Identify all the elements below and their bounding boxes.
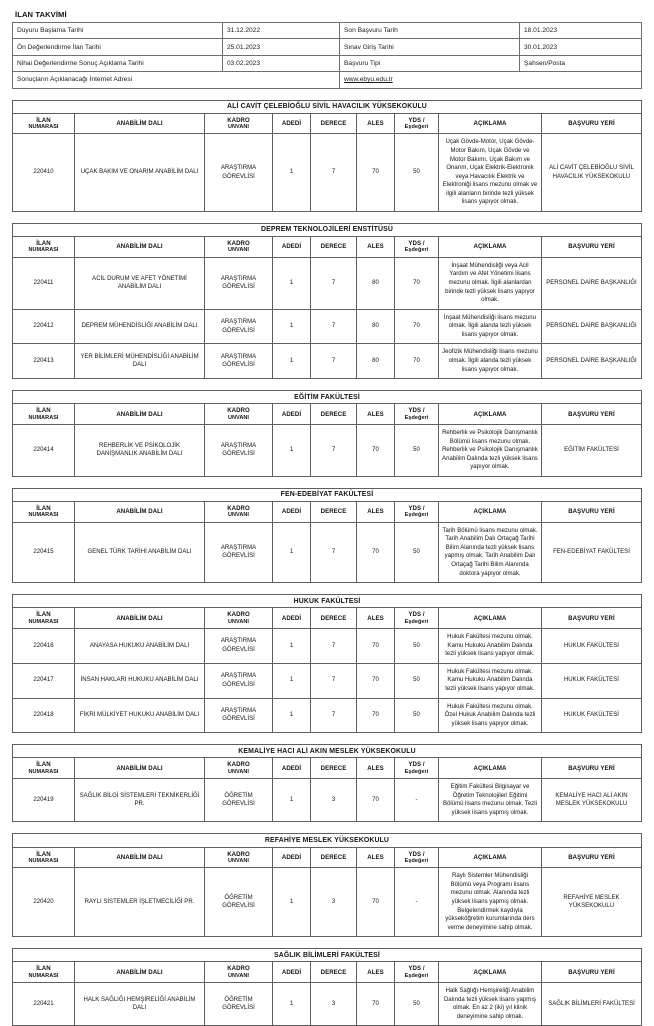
cell-derece: 7 [311, 522, 357, 582]
column-header-derece: DERECE [311, 404, 357, 425]
column-header-anabilim-dali: ANABİLİM DALI [75, 962, 205, 983]
section-title: ALİ CAVİT ÇELEBİOĞLU SİVİL HAVACILIK YÜKSEKOKULU [13, 100, 642, 113]
column-header-ilan-numarasi: İLAN NUMARASI [13, 962, 75, 983]
section-title: FEN-EDEBİYAT FAKÜLTESİ [13, 488, 642, 501]
positions-table [12, 223, 642, 379]
cell-yds: 70 [395, 257, 439, 309]
cell-adedi: 1 [273, 309, 311, 344]
calendar-body [13, 23, 642, 89]
column-header-ales: ALES [357, 847, 395, 868]
positions-table [12, 390, 642, 477]
cell-kadro-unvani: ARAŞTIRMA GÖREVLİSİ [205, 344, 273, 379]
cell-kadro-unvani: ÖĞRETİM GÖREVLİSİ [205, 868, 273, 937]
column-header-anabilim-dali: ANABİLİM DALI [75, 502, 205, 523]
cell-kadro-unvani: ARAŞTIRMA GÖREVLİSİ [205, 134, 273, 212]
column-header-row [13, 608, 642, 629]
calendar-value-left: 31.12.2022 [223, 23, 340, 39]
cell-aciklama: İnşaat Mühendisliği lisans mezunu olmak. İlgili alanda tezli yüksek lisans yapıyor olmak. [439, 309, 542, 344]
column-header-ilan-numarasi: İLAN NUMARASI [13, 113, 75, 134]
cell-adedi: 1 [273, 629, 311, 664]
cell-yds: 70 [395, 344, 439, 379]
table-row [13, 309, 642, 344]
cell-kadro-unvani: ÖĞRETİM GÖREVLİSİ [205, 779, 273, 822]
cell-kadro-unvani: ARAŞTIRMA GÖREVLİSİ [205, 522, 273, 582]
column-header-ales: ALES [357, 502, 395, 523]
column-header-basvuru-yeri: BAŞVURU YERİ [541, 962, 641, 983]
faculty-section [12, 833, 642, 937]
positions-table [12, 744, 642, 822]
cell-ales: 70 [357, 868, 395, 937]
cell-adedi: 1 [273, 257, 311, 309]
announcement-calendar-table [12, 22, 642, 89]
column-header-yds: YDS / Eşdeğeri [395, 847, 439, 868]
column-header-aciklama: AÇIKLAMA [439, 962, 542, 983]
column-header-derece: DERECE [311, 608, 357, 629]
column-header-ales: ALES [357, 608, 395, 629]
column-header-aciklama: AÇIKLAMA [439, 113, 542, 134]
calendar-label-left: Ön Değerlendirme İlan Tarihi [13, 39, 223, 55]
cell-kadro-unvani: ARAŞTIRMA GÖREVLİSİ [205, 425, 273, 477]
cell-basvuru-yeri: HUKUK FAKÜLTESİ [541, 629, 641, 664]
column-header-basvuru-yeri: BAŞVURU YERİ [541, 758, 641, 779]
cell-anabilim-dali: SAĞLIK BİLGİ SİSTEMLERİ TEKNİKERLİĞİ PR. [75, 779, 205, 822]
cell-basvuru-yeri: FEN-EDEBİYAT FAKÜLTESİ [541, 522, 641, 582]
column-header-kadro-unvani: KADRO UNVANI [205, 962, 273, 983]
section-title: SAĞLIK BİLİMLERİ FAKÜLTESİ [13, 949, 642, 962]
column-header-row [13, 758, 642, 779]
cell-ilan-numarasi: 220411 [13, 257, 75, 309]
section-title-row [13, 745, 642, 758]
cell-ilan-numarasi: 220412 [13, 309, 75, 344]
section-title-row [13, 949, 642, 962]
column-header-anabilim-dali: ANABİLİM DALI [75, 758, 205, 779]
column-header-ilan-numarasi: İLAN NUMARASI [13, 237, 75, 258]
column-header-aciklama: AÇIKLAMA [439, 404, 542, 425]
positions-table [12, 833, 642, 937]
cell-ilan-numarasi: 220410 [13, 134, 75, 212]
column-header-kadro-unvani: KADRO UNVANI [205, 758, 273, 779]
section-title-row [13, 223, 642, 236]
column-header-ilan-numarasi: İLAN NUMARASI [13, 758, 75, 779]
cell-ales: 70 [357, 663, 395, 698]
calendar-label-right: Başvuru Tipi [340, 55, 520, 71]
cell-yds: 50 [395, 134, 439, 212]
table-row [13, 344, 642, 379]
column-header-kadro-unvani: KADRO UNVANI [205, 237, 273, 258]
cell-derece: 7 [311, 344, 357, 379]
column-header-row [13, 237, 642, 258]
cell-ilan-numarasi: 220420 [13, 868, 75, 937]
cell-ales: 80 [357, 344, 395, 379]
cell-ales: 70 [357, 629, 395, 664]
table-row [13, 629, 642, 664]
column-header-aciklama: AÇIKLAMA [439, 237, 542, 258]
column-header-ales: ALES [357, 758, 395, 779]
cell-anabilim-dali: UÇAK BAKIM VE ONARIM ANABİLİM DALI [75, 134, 205, 212]
column-header-adedi: ADEDİ [273, 404, 311, 425]
cell-kadro-unvani: ARAŞTIRMA GÖREVLİSİ [205, 257, 273, 309]
cell-ales: 80 [357, 257, 395, 309]
cell-aciklama: Raylı Sistemler Mühendisliği Bölümü veya Programı lisans mezunu olmak. Alanında tezli yüksek lisans yapmış olmak. Belgelendirmek kaydıyla yükseköğretim kurumlarında ders verme deneyimine sahip olmak. [439, 868, 542, 937]
cell-aciklama: Hukuk Fakültesi mezunu olmak. Kamu Hukuku Anabilim Dalında tezli yüksek lisans yapıyor olmak. [439, 663, 542, 698]
column-header-anabilim-dali: ANABİLİM DALI [75, 404, 205, 425]
cell-yds: 50 [395, 698, 439, 733]
column-header-ilan-numarasi: İLAN NUMARASI [13, 608, 75, 629]
positions-body [13, 983, 642, 1026]
cell-adedi: 1 [273, 779, 311, 822]
positions-body [13, 868, 642, 937]
cell-basvuru-yeri: SAĞLIK BİLİMLERİ FAKÜLTESİ [541, 983, 641, 1026]
column-header-ilan-numarasi: İLAN NUMARASI [13, 502, 75, 523]
column-header-kadro-unvani: KADRO UNVANI [205, 847, 273, 868]
column-header-row [13, 113, 642, 134]
calendar-value-left: 25.01.2023 [223, 39, 340, 55]
calendar-label-right: Son Başvuru Tarih [340, 23, 520, 39]
cell-ilan-numarasi: 220416 [13, 629, 75, 664]
positions-body [13, 257, 642, 378]
column-header-basvuru-yeri: BAŞVURU YERİ [541, 608, 641, 629]
column-header-adedi: ADEDİ [273, 847, 311, 868]
column-header-aciklama: AÇIKLAMA [439, 847, 542, 868]
cell-aciklama: Eğitim Fakültesi Bilgisayar ve Öğretim Teknolojileri Eğitimi Bölümü lisans mezunu olmak. Tezli yüksek lisans yapmış olmak. [439, 779, 542, 822]
cell-yds: - [395, 779, 439, 822]
section-title: KEMALİYE HACI ALİ AKIN MESLEK YÜKSEKOKULU [13, 745, 642, 758]
table-row [13, 663, 642, 698]
faculty-section [12, 948, 642, 1026]
column-header-yds: YDS / Eşdeğeri [395, 962, 439, 983]
calendar-value-right: Şahsen/Posta [520, 55, 642, 71]
cell-yds: 50 [395, 629, 439, 664]
column-header-kadro-unvani: KADRO UNVANI [205, 113, 273, 134]
cell-kadro-unvani: ARAŞTIRMA GÖREVLİSİ [205, 309, 273, 344]
cell-kadro-unvani: ÖĞRETİM GÖREVLİSİ [205, 983, 273, 1026]
section-title-row [13, 100, 642, 113]
column-header-adedi: ADEDİ [273, 502, 311, 523]
calendar-row [13, 23, 642, 39]
cell-derece: 3 [311, 868, 357, 937]
cell-aciklama: İnşaat Mühendisliği veya Acil Yardım ve Afet Yönetimi lisans mezunu olmak. İlgili alanlardan birinde tezli yüksek lisans yapıyor olmak. [439, 257, 542, 309]
cell-ilan-numarasi: 220414 [13, 425, 75, 477]
column-header-adedi: ADEDİ [273, 962, 311, 983]
cell-anabilim-dali: DEPREM MÜHENDİSLİĞİ ANABİLİM DALI [75, 309, 205, 344]
cell-ales: 70 [357, 698, 395, 733]
cell-anabilim-dali: GENEL TÜRK TARİHİ ANABİLİM DALI [75, 522, 205, 582]
column-header-derece: DERECE [311, 113, 357, 134]
positions-body [13, 134, 642, 212]
column-header-adedi: ADEDİ [273, 237, 311, 258]
section-title-row [13, 595, 642, 608]
column-header-yds: YDS / Eşdeğeri [395, 237, 439, 258]
column-header-yds: YDS / Eşdeğeri [395, 502, 439, 523]
cell-ilan-numarasi: 220419 [13, 779, 75, 822]
cell-adedi: 1 [273, 425, 311, 477]
cell-adedi: 1 [273, 983, 311, 1026]
cell-ales: 70 [357, 983, 395, 1026]
cell-adedi: 1 [273, 344, 311, 379]
cell-derece: 3 [311, 983, 357, 1026]
calendar-row [13, 39, 642, 55]
cell-basvuru-yeri: PERSONEL DAİRE BAŞKANLIĞI [541, 344, 641, 379]
cell-basvuru-yeri: KEMALİYE HACI ALİ AKIN MESLEK YÜKSEKOKULU [541, 779, 641, 822]
cell-ales: 70 [357, 522, 395, 582]
cell-basvuru-yeri: REFAHİYE MESLEK YÜKSEKOKULU [541, 868, 641, 937]
section-title-row [13, 391, 642, 404]
cell-adedi: 1 [273, 134, 311, 212]
faculty-section [12, 744, 642, 822]
column-header-row [13, 502, 642, 523]
calendar-label-right: Sınav Giriş Tarihi [340, 39, 520, 55]
cell-aciklama: Jeofizik Mühendisliği lisans mezunu olmak. İlgili alanda tezli yüksek lisans yapıyor olmak. [439, 344, 542, 379]
section-title: HUKUK FAKÜLTESİ [13, 595, 642, 608]
cell-ilan-numarasi: 220421 [13, 983, 75, 1026]
column-header-yds: YDS / Eşdeğeri [395, 608, 439, 629]
positions-body [13, 425, 642, 477]
cell-derece: 7 [311, 629, 357, 664]
column-header-kadro-unvani: KADRO UNVANI [205, 608, 273, 629]
column-header-adedi: ADEDİ [273, 608, 311, 629]
column-header-aciklama: AÇIKLAMA [439, 502, 542, 523]
column-header-adedi: ADEDİ [273, 113, 311, 134]
column-header-ales: ALES [357, 237, 395, 258]
section-title: DEPREM TEKNOLOJİLERİ ENSTİTÜSÜ [13, 223, 642, 236]
column-header-basvuru-yeri: BAŞVURU YERİ [541, 847, 641, 868]
column-header-derece: DERECE [311, 502, 357, 523]
calendar-label-left: Duyuru Başlama Tarihi [13, 23, 223, 39]
table-row [13, 257, 642, 309]
column-header-row [13, 404, 642, 425]
cell-basvuru-yeri: HUKUK FAKÜLTESİ [541, 663, 641, 698]
cell-yds: 70 [395, 309, 439, 344]
column-header-derece: DERECE [311, 847, 357, 868]
cell-kadro-unvani: ARAŞTIRMA GÖREVLİSİ [205, 663, 273, 698]
faculty-section [12, 488, 642, 583]
cell-derece: 7 [311, 309, 357, 344]
table-row [13, 698, 642, 733]
positions-body [13, 629, 642, 733]
results-url-link[interactable]: www.ebyu.edu.tr [340, 72, 642, 88]
table-row [13, 868, 642, 937]
column-header-basvuru-yeri: BAŞVURU YERİ [541, 237, 641, 258]
cell-yds: 50 [395, 983, 439, 1026]
calendar-value-right: 18.01.2023 [520, 23, 642, 39]
column-header-aciklama: AÇIKLAMA [439, 758, 542, 779]
cell-yds: 50 [395, 663, 439, 698]
column-header-anabilim-dali: ANABİLİM DALI [75, 237, 205, 258]
cell-anabilim-dali: REHBERLİK VE PSİKOLOJİK DANIŞMANLIK ANABİLİM DALI [75, 425, 205, 477]
column-header-ales: ALES [357, 962, 395, 983]
column-header-derece: DERECE [311, 962, 357, 983]
calendar-row [13, 55, 642, 71]
cell-yds: 50 [395, 522, 439, 582]
cell-kadro-unvani: ARAŞTIRMA GÖREVLİSİ [205, 629, 273, 664]
column-header-aciklama: AÇIKLAMA [439, 608, 542, 629]
table-row [13, 983, 642, 1026]
table-row [13, 779, 642, 822]
column-header-basvuru-yeri: BAŞVURU YERİ [541, 404, 641, 425]
cell-yds: 50 [395, 425, 439, 477]
positions-table [12, 488, 642, 583]
faculty-section [12, 594, 642, 733]
column-header-ilan-numarasi: İLAN NUMARASI [13, 404, 75, 425]
cell-ales: 80 [357, 309, 395, 344]
cell-anabilim-dali: ANAYASA HUKUKU ANABİLİM DALI [75, 629, 205, 664]
cell-aciklama: Hukuk Fakültesi mezunu olmak. Kamu Hukuku Anabilim Dalında tezli yüksek lisans yapıyor olmak. [439, 629, 542, 664]
cell-basvuru-yeri: PERSONEL DAİRE BAŞKANLIĞI [541, 309, 641, 344]
cell-derece: 7 [311, 257, 357, 309]
cell-basvuru-yeri: PERSONEL DAİRE BAŞKANLIĞI [541, 257, 641, 309]
cell-anabilim-dali: HALK SAĞLIĞI HEMŞİRELİĞİ ANABİLİM DALI [75, 983, 205, 1026]
positions-body [13, 779, 642, 822]
column-header-row [13, 847, 642, 868]
positions-body [13, 522, 642, 582]
cell-adedi: 1 [273, 522, 311, 582]
column-header-kadro-unvani: KADRO UNVANI [205, 404, 273, 425]
column-header-anabilim-dali: ANABİLİM DALI [75, 113, 205, 134]
faculty-section [12, 390, 642, 477]
cell-basvuru-yeri: HUKUK FAKÜLTESİ [541, 698, 641, 733]
section-title: EĞİTİM FAKÜLTESİ [13, 391, 642, 404]
cell-aciklama: Halk Sağlığı Hemşireliği Anabilim Dalında tezli yüksek lisans yapmış olmak. En az 2 (iki) yıl klinik deneyimine sahip olmak. [439, 983, 542, 1026]
cell-basvuru-yeri: EĞİTİM FAKÜLTESİ [541, 425, 641, 477]
cell-ilan-numarasi: 220418 [13, 698, 75, 733]
cell-ilan-numarasi: 220415 [13, 522, 75, 582]
table-row [13, 134, 642, 212]
cell-aciklama: Tarih Bölümü lisans mezunu olmak. Tarih Anabilim Dalı Ortaçağ Tarihi Bilim Alanında tezli yüksek lisans yapmış olmak. Tarih Anabilim Dalı Ortaçağ Tarihi Bilim Alanında doktora yapıyor olmak. [439, 522, 542, 582]
column-header-basvuru-yeri: BAŞVURU YERİ [541, 502, 641, 523]
cell-ilan-numarasi: 220413 [13, 344, 75, 379]
cell-ales: 70 [357, 779, 395, 822]
cell-anabilim-dali: YER BİLİMLERİ MÜHENDİSLİĞİ ANABİLİM DALI [75, 344, 205, 379]
cell-derece: 7 [311, 663, 357, 698]
column-header-anabilim-dali: ANABİLİM DALI [75, 847, 205, 868]
cell-adedi: 1 [273, 868, 311, 937]
column-header-ilan-numarasi: İLAN NUMARASI [13, 847, 75, 868]
faculty-section [12, 223, 642, 379]
table-row [13, 522, 642, 582]
cell-anabilim-dali: RAYLI SİSTEMLER İŞLETMECİLİĞİ PR. [75, 868, 205, 937]
cell-adedi: 1 [273, 698, 311, 733]
cell-ales: 70 [357, 425, 395, 477]
calendar-value-right: 30.01.2023 [520, 39, 642, 55]
column-header-yds: YDS / Eşdeğeri [395, 758, 439, 779]
column-header-adedi: ADEDİ [273, 758, 311, 779]
cell-derece: 3 [311, 779, 357, 822]
column-header-derece: DERECE [311, 237, 357, 258]
cell-aciklama: Rehberlik ve Psikolojik Danışmanlık Bölümü lisans mezunu olmak. Rehberlik ve Psikolojik Danışmanlık Anabilim Dalında tezli yüksek lisans yapıyor olmak. [439, 425, 542, 477]
cell-ales: 70 [357, 134, 395, 212]
cell-anabilim-dali: FİKRİ MÜLKİYET HUKUKU ANABİLİM DALI [75, 698, 205, 733]
calendar-footer-row [13, 72, 642, 88]
cell-anabilim-dali: İNSAN HAKLARI HUKUKU ANABİLİM DALI [75, 663, 205, 698]
column-header-yds: YDS / Eşdeğeri [395, 404, 439, 425]
calendar-value-left: 03.02.2023 [223, 55, 340, 71]
column-header-kadro-unvani: KADRO UNVANI [205, 502, 273, 523]
section-title: REFAHİYE MESLEK YÜKSEKOKULU [13, 834, 642, 847]
cell-derece: 7 [311, 425, 357, 477]
table-row [13, 425, 642, 477]
column-header-row [13, 962, 642, 983]
cell-derece: 7 [311, 698, 357, 733]
calendar-label-left: Nihai Değerlendirme Sonuç Açıklama Tarihi [13, 55, 223, 71]
cell-anabilim-dali: ACİL DURUM VE AFET YÖNETİMİ ANABİLİM DALI [75, 257, 205, 309]
cell-basvuru-yeri: ALİ CAVİT ÇELEBİOĞLU SİVİL HAVACILIK YÜKSEKOKULU [542, 134, 642, 212]
column-header-ales: ALES [357, 404, 395, 425]
cell-aciklama: Uçak Gövde-Motor, Uçak Gövde-Motor Bakım, Uçak Gövde ve Motor Bakımı, Uçak Bakım ve Onarım, Uçak Elektrik-Elektronik veya Havacılık Elektrik ve Elektroniği lisans mezunu olmak ve ilgili alanların birinde tezli yüksek lisans yapıyor olmak. [439, 134, 542, 212]
cell-yds: - [395, 868, 439, 937]
column-header-ales: ALES [357, 113, 395, 134]
section-title-row [13, 488, 642, 501]
column-header-derece: DERECE [311, 758, 357, 779]
cell-derece: 7 [311, 134, 357, 212]
section-title-row [13, 834, 642, 847]
results-url-label: Sonuçların Açıklanacağı İnternet Adresi [13, 72, 340, 88]
cell-aciklama: Hukuk Fakültesi mezunu olmak. Özel Hukuk Anabilim Dalında tezli yüksek lisans yapıyor olmak. [439, 698, 542, 733]
sections-container [12, 100, 642, 1026]
faculty-section [12, 100, 642, 212]
cell-adedi: 1 [273, 663, 311, 698]
cell-kadro-unvani: ARAŞTIRMA GÖREVLİSİ [205, 698, 273, 733]
column-header-anabilim-dali: ANABİLİM DALI [75, 608, 205, 629]
cell-ilan-numarasi: 220417 [13, 663, 75, 698]
positions-table [12, 594, 642, 733]
positions-table [12, 948, 642, 1026]
column-header-yds: YDS / Eşdeğeri [395, 113, 439, 134]
column-header-basvuru-yeri: BAŞVURU YERİ [542, 113, 642, 134]
page-title: İLAN TAKVİMİ [15, 10, 642, 19]
positions-table [12, 100, 642, 212]
